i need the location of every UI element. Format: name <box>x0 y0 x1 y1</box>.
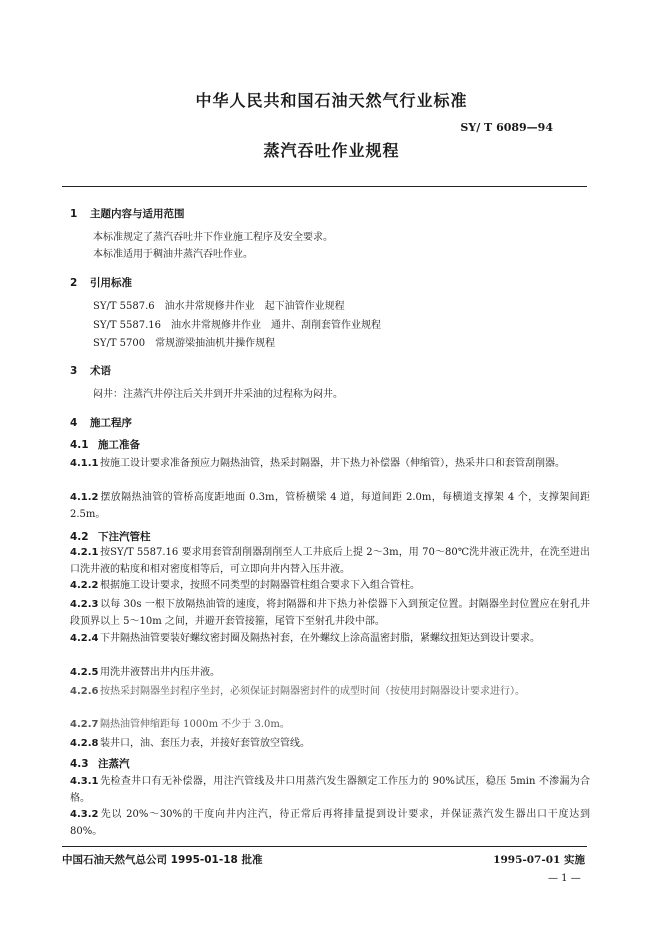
subsection-title: 施工准备 <box>98 439 140 451</box>
subsection-4-3-heading <box>70 756 130 771</box>
clause-4-1-2 <box>70 490 590 523</box>
footer-rule <box>62 846 587 847</box>
clause-text: 下井隔热油管要装好螺纹密封圈及隔热衬套，在外螺纹上涂高温密封脂，紧螺纹扭矩达到设计要求。 <box>100 633 540 644</box>
reference-standard-2: SY/T 5587.16 油水井常规修井作业 通井、刮削套管作业规程 <box>93 320 382 331</box>
section-3-definition: 闷井：注蒸汽井停注后关井到开井采油的过程称为闷井。 <box>93 389 343 400</box>
subsection-4-1-heading <box>70 437 140 452</box>
clause-number: 4.2.7 <box>70 719 99 730</box>
clause-4-2-3 <box>70 597 590 630</box>
section-number: 2 <box>70 277 78 289</box>
clause-text: 按SY/T 5587.16 要求用套管刮削器刮削至人工井底后上提 2～3m，用 70～80℃洗井液正洗井，在洗至进出口洗井液的粘度和相对密度相等后，可立即向井内替入压井液。 <box>70 547 590 575</box>
clause-number: 4.2.6 <box>70 686 99 697</box>
subsection-title: 注蒸汽 <box>98 758 130 770</box>
clause-number: 4.2.5 <box>70 667 99 678</box>
clause-text: 摆放隔热油管的管桥高度距地面 0.3m，管桥横梁 4 道，每道间距 2.0m，每横道支撑架 4 个，支撑架间距 2.5m。 <box>70 492 590 520</box>
subsection-number: 4.1 <box>70 439 89 451</box>
approval-line: 中国石油天然气总公司 1995-01-18 批准 <box>62 854 263 866</box>
clause-text: 先以 20%～30%的干度向井内注汽，待正常后再将排量提到设计要求，并保证蒸汽发生器出口干度达到 80%。 <box>70 809 590 837</box>
subsection-number: 4.3 <box>70 758 89 770</box>
clause-4-2-8 <box>70 736 590 753</box>
clause-4-3-1 <box>70 774 590 807</box>
section-4-heading <box>70 415 132 430</box>
clause-text: 隔热油管伸缩距每 1000m 不少于 3.0m。 <box>100 719 290 730</box>
page-number: — 1 — <box>548 873 581 884</box>
clause-4-3-2 <box>70 807 590 840</box>
document-title: 蒸汽吞吐作业规程 <box>263 141 400 160</box>
clause-4-1-1 <box>70 456 590 473</box>
effective-date-line: 1995-07-01 实施 <box>493 854 585 866</box>
clause-text: 用洗井液替出井内压井液。 <box>100 667 220 678</box>
clause-number: 4.2.4 <box>70 633 99 644</box>
clause-number: 4.2.2 <box>70 580 99 591</box>
clause-text: 先检查井口有无补偿器，用注汽管线及井口用蒸汽发生器额定工作压力的 90%试压，稳压 5min 不渗漏为合格。 <box>70 776 590 804</box>
subsection-number: 4.2 <box>70 531 89 543</box>
section-2-heading <box>70 275 132 290</box>
section-1-heading <box>70 206 185 221</box>
subsection-title: 下注汽管柱 <box>98 531 151 543</box>
clause-4-2-2 <box>70 578 590 595</box>
clause-4-2-7 <box>70 717 590 734</box>
subsection-4-2-heading <box>70 529 151 544</box>
clause-number: 4.2.1 <box>70 547 99 558</box>
section-1-paragraph-2: 本标准适用于稠油井蒸汽吞吐作业。 <box>93 249 253 260</box>
clause-4-2-4 <box>70 631 590 648</box>
clause-text: 根据施工设计要求，按照不同类型的封隔器管柱组合要求下入组合管柱。 <box>100 580 420 591</box>
clause-number: 4.2.3 <box>70 599 99 610</box>
section-title: 主题内容与适用范围 <box>90 208 185 220</box>
clause-number: 4.1.2 <box>70 492 99 503</box>
section-number: 3 <box>70 365 78 377</box>
clause-number: 4.3.1 <box>70 776 99 787</box>
clause-text: 以每 30s 一根下放隔热油管的速度，将封隔器和井下热力补偿器下入到预定位置。封隔器坐封位置应在射孔井段顶界以上 5～10m 之间，并避开套管接箍，尾管下至射孔井段中部。 <box>70 599 590 627</box>
clause-text: 装井口，油、套压力表，并接好套管放空管线。 <box>100 738 310 749</box>
clause-4-2-1 <box>70 545 590 578</box>
clause-4-2-6 <box>70 684 590 701</box>
reference-standard-3: SY/T 5700 常规游梁抽油机井操作规程 <box>93 338 276 349</box>
clause-number: 4.2.8 <box>70 738 99 749</box>
clause-number: 4.1.1 <box>70 458 99 469</box>
standard-category-header: 中华人民共和国石油天然气行业标准 <box>195 91 468 110</box>
reference-standard-1: SY/T 5587.6 油水井常规修井作业 起下油管作业规程 <box>93 301 345 312</box>
section-3-heading <box>70 363 111 378</box>
section-title: 术语 <box>90 365 111 377</box>
section-number: 4 <box>70 417 78 429</box>
standard-number: SY/ T 6089—94 <box>460 121 553 134</box>
section-number: 1 <box>70 208 78 220</box>
clause-text: 按热采封隔器坐封程序坐封，必须保证封隔器密封件的成型时间（按使用封隔器设计要求进行）。 <box>100 686 525 697</box>
clause-number: 4.3.2 <box>70 809 99 820</box>
section-title: 引用标准 <box>90 277 132 289</box>
clause-text: 按施工设计要求准备预应力隔热油管，热采封隔器，井下热力补偿器（伸缩管），热采井口和套管刮削器。 <box>100 458 565 469</box>
section-title: 施工程序 <box>90 417 132 429</box>
header-rule <box>62 186 587 187</box>
section-1-paragraph-1: 本标准规定了蒸汽吞吐井下作业施工程序及安全要求。 <box>93 232 333 243</box>
clause-4-2-5 <box>70 665 590 682</box>
